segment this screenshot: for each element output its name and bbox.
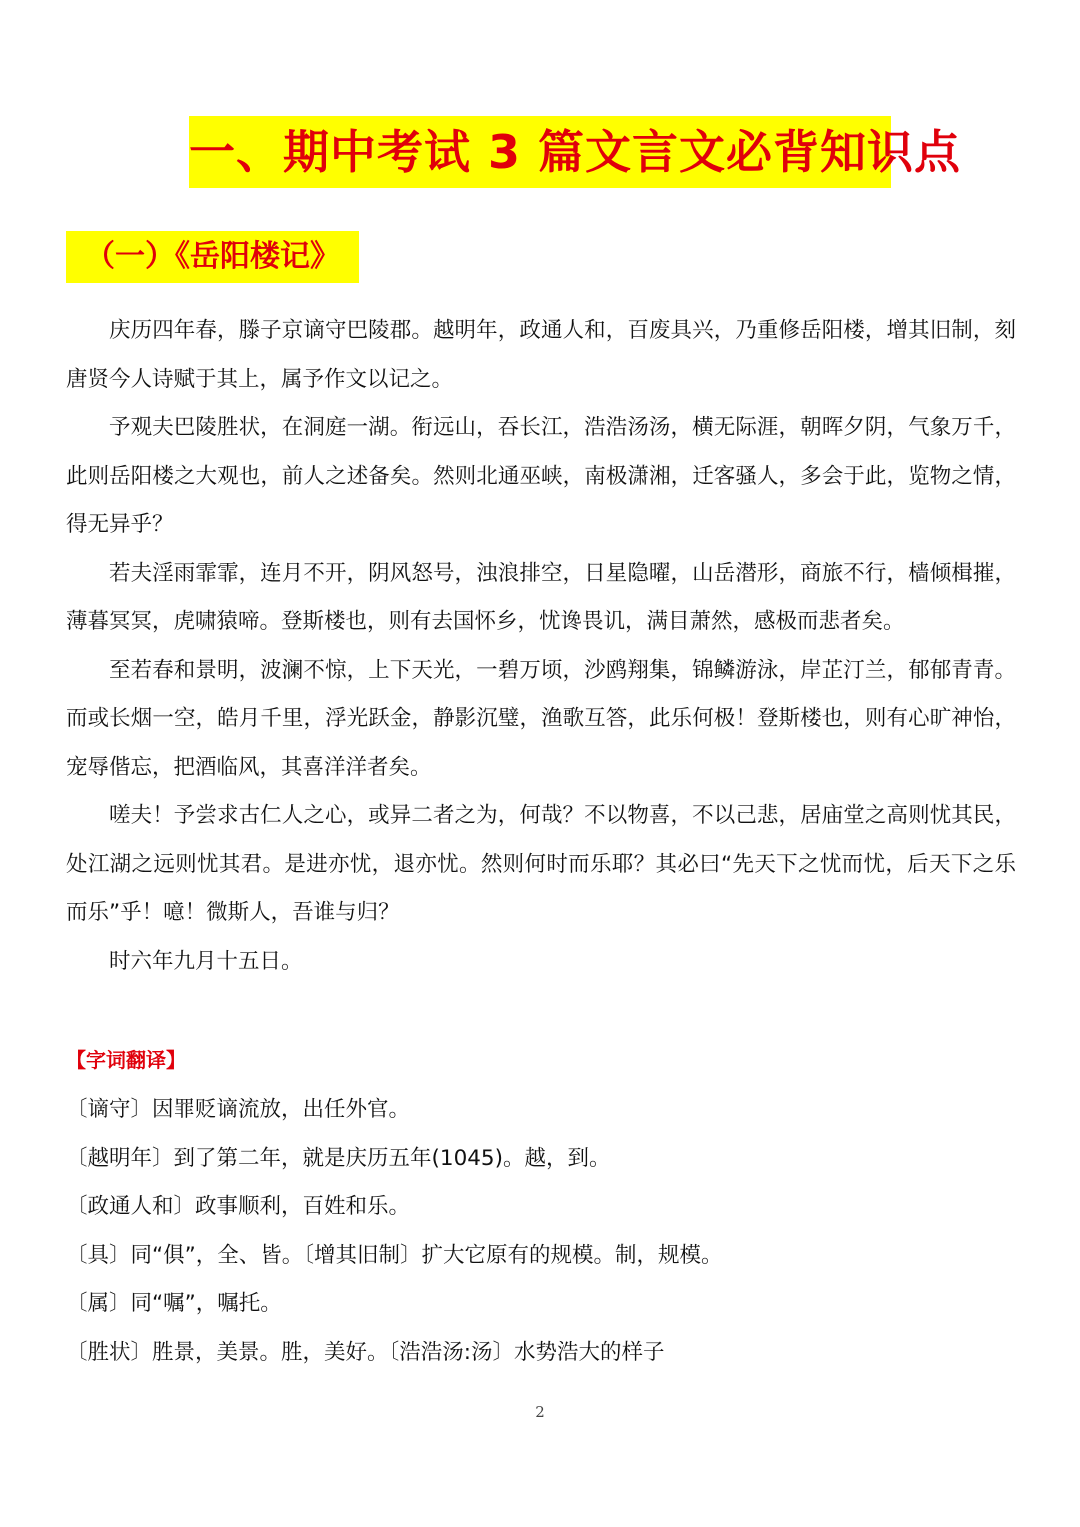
- paragraph: 至若春和景明，波澜不惊，上下天光，一碧万顷，沙鸥翔集，锦鳞游泳，岸芷汀兰，郁郁青青。而或长烟一空，皓月千里，浮光跃金，静影沉璧，渔歌互答，此乐何极！登斯楼也，则有心旷神怡，宠辱偕忘，把酒临风，其喜洋洋者矣。: [66, 657, 1016, 780]
- vocab-item: 〔政通人和〕政事顺利，百姓和乐。: [66, 1194, 411, 1219]
- vocab-item: 〔具〕同“俱”，全、皆。〔增其旧制〕扩大它原有的规模。制，规模。: [66, 1242, 723, 1268]
- paragraph: 若夫淫雨霏霏，连月不开，阴风怒号，浊浪排空，日星隐曜，山岳潜形，商旅不行，樯倾楫摧，薄暮冥冥，虎啸猿啼。登斯楼也，则有去国怀乡，忧谗畏讥，满目萧然，感极而悲者矣。: [66, 560, 1016, 634]
- vocab-item: 〔胜状〕胜景，美景。胜，美好。〔浩浩汤:汤〕水势浩大的样子: [66, 1339, 665, 1365]
- vocab-item: 〔属〕同“嘱”，嘱托。: [66, 1291, 282, 1316]
- paragraph: 庆历四年春，滕子京谪守巴陵郡。越明年，政通人和，百废具兴，乃重修岳阳楼，增其旧制，刻唐贤今人诗赋于其上，属予作文以记之。: [66, 318, 1016, 392]
- article-body: [66, 307, 1016, 986]
- vocab-list: [66, 1086, 1016, 1377]
- vocab-item: 〔谪守〕因罪贬谪流放，出任外官。: [66, 1097, 411, 1122]
- paragraph: 时六年九月十五日。: [109, 948, 303, 974]
- section-title: （一）《岳阳楼记》: [66, 231, 359, 283]
- main-title: 一、期中考试 3 篇文言文必背知识点: [189, 116, 891, 188]
- vocab-item: 〔越明年〕到了第二年，就是庆历五年(1045)。越，到。: [66, 1145, 611, 1171]
- paragraph: 嗟夫！予尝求古仁人之心，或异二者之为，何哉？不以物喜，不以己悲，居庙堂之高则忧其民，处江湖之远则忧其君。是进亦忧，退亦忧。然则何时而乐耶？其必曰“先天下之忧而忧，后天下之乐而乐”乎！噫！微斯人，吾谁与归？: [66, 803, 1016, 925]
- page-number: 2: [535, 1403, 545, 1421]
- paragraph: 予观夫巴陵胜状，在洞庭一湖。衔远山，吞长江，浩浩汤汤，横无际涯，朝晖夕阴，气象万千，此则岳阳楼之大观也，前人之述备矣。然则北通巫峡，南极潇湘，迁客骚人，多会于此，览物之情，得无异乎？: [66, 415, 1016, 537]
- vocab-heading: 【字词翻译】: [66, 1048, 186, 1072]
